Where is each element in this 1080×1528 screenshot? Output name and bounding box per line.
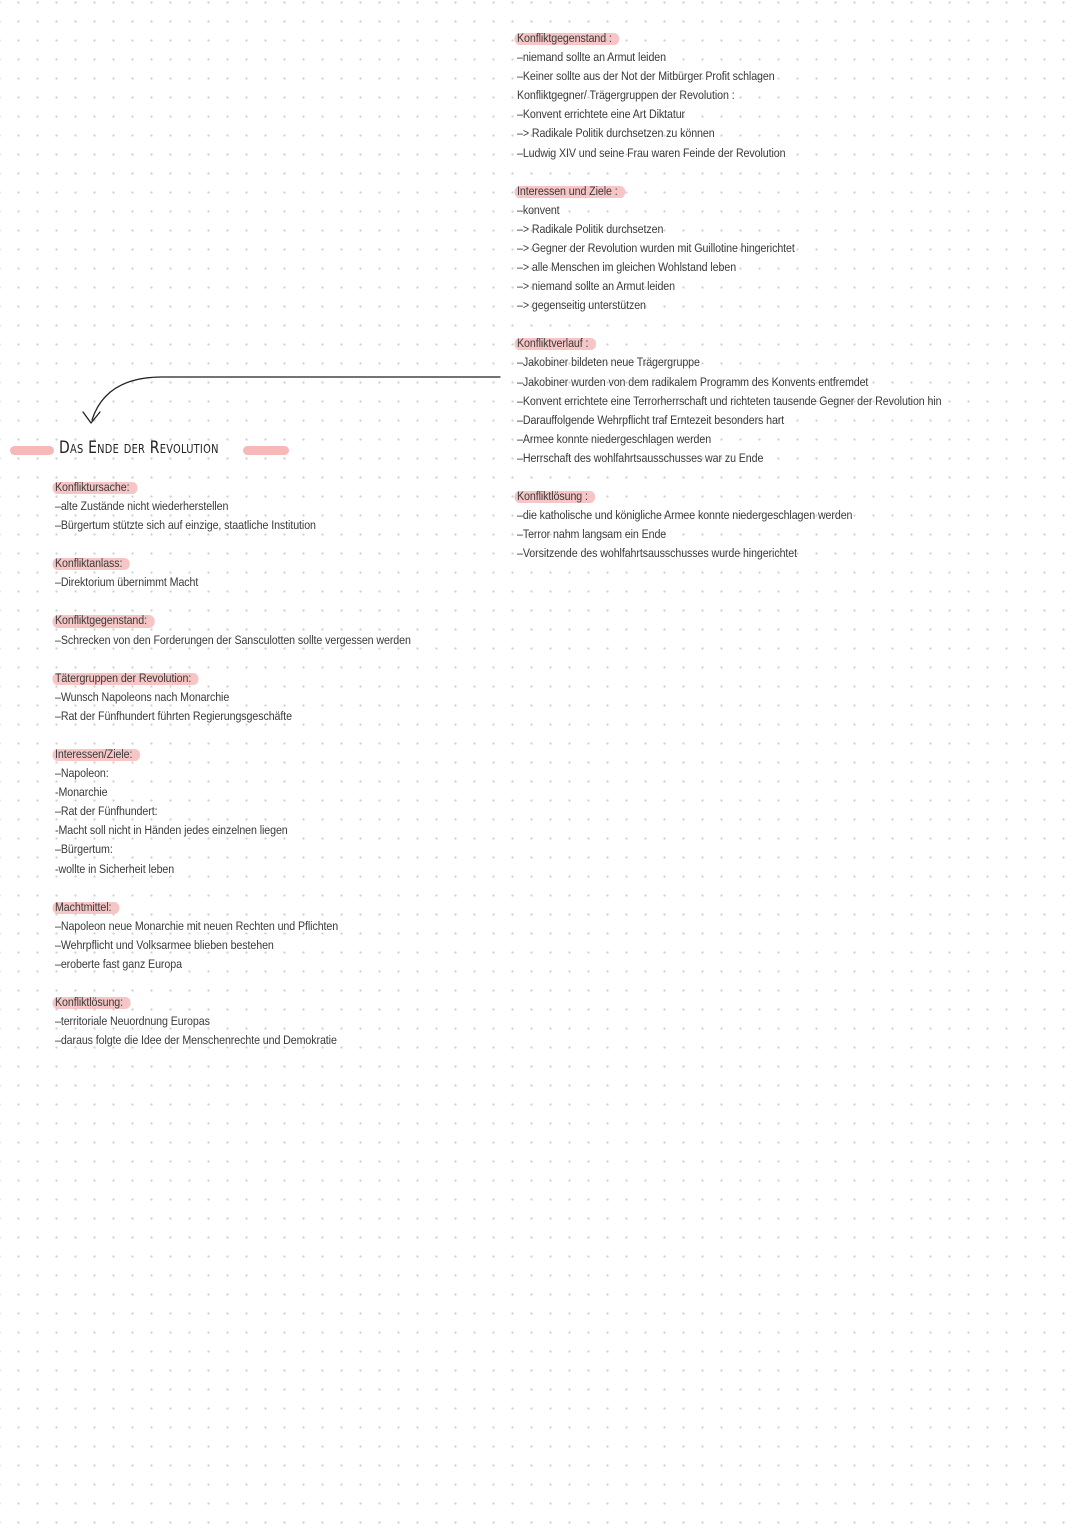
block-heading: Machtmittel: bbox=[55, 898, 111, 917]
note-line: -Monarchie bbox=[55, 785, 108, 800]
block-heading: Konfliktanlass: bbox=[55, 554, 122, 573]
section-title: Das Ende der Revolution bbox=[59, 438, 219, 458]
note-line: –alte Zustände nicht wiederherstellen bbox=[55, 499, 229, 514]
title-highlight-right bbox=[243, 446, 289, 455]
note-line: –territoriale Neuordnung Europas bbox=[55, 1014, 210, 1029]
note-line: –Keiner sollte aus der Not der Mitbürger Profit schlagen bbox=[517, 69, 775, 84]
note-line: –> niemand sollte an Armut leiden bbox=[517, 279, 675, 294]
note-block bbox=[55, 554, 485, 592]
note-line: –Konvent errichtete eine Art Diktatur bbox=[517, 107, 685, 122]
note-line: –Jakobiner wurden von dem radikalem Programm des Konvents entfremdet bbox=[517, 374, 869, 389]
note-block bbox=[55, 898, 485, 974]
note-line: –Terror nahm langsam ein Ende bbox=[517, 527, 667, 542]
note-line: –Ludwig XIV und seine Frau waren Feinde der Revolution bbox=[517, 145, 786, 160]
note-line: –Bürgertum: bbox=[55, 842, 113, 857]
note-line: –Jakobiner bildeten neue Trägergruppe bbox=[517, 355, 700, 370]
note-block bbox=[517, 334, 1057, 468]
note-line: –Bürgertum stützte sich auf einzige, staatliche Institution bbox=[55, 518, 316, 533]
block-heading: Konfliktlösung : bbox=[517, 487, 588, 506]
note-line: –eroberte fast ganz Europa bbox=[55, 956, 182, 971]
note-block bbox=[55, 745, 485, 879]
block-heading: Konfliktgegenstand: bbox=[55, 611, 147, 630]
block-heading: Interessen und Ziele : bbox=[517, 182, 618, 201]
note-block bbox=[55, 478, 485, 535]
note-line: –Napoleon neue Monarchie mit neuen Rechten und Pflichten bbox=[55, 918, 339, 933]
note-line: –> Gegner der Revolution wurden mit Guillotine hingerichtet bbox=[517, 240, 795, 255]
note-line: –> Radikale Politik durchsetzen zu können bbox=[517, 126, 715, 141]
block-heading: Tätergruppen der Revolution: bbox=[55, 669, 191, 688]
note-line: –Schrecken von den Forderungen der Sansculotten sollte vergessen werden bbox=[55, 632, 411, 647]
note-line: –Armee konnte niedergeschlagen werden bbox=[517, 431, 712, 446]
note-block bbox=[55, 669, 485, 726]
block-heading: Konfliktursache: bbox=[55, 478, 129, 497]
block-heading: Konfliktlösung: bbox=[55, 993, 123, 1012]
note-line: –Rat der Fünfhundert: bbox=[55, 804, 158, 819]
note-line: –Darauffolgende Wehrpflicht traf Erntezeit besonders hart bbox=[517, 412, 785, 427]
title-highlight-left bbox=[10, 446, 54, 455]
note-line: Konfliktgegner/ Trägergruppen der Revolution : bbox=[517, 88, 735, 103]
note-line: –Wunsch Napoleons nach Monarchie bbox=[55, 689, 230, 704]
note-line: –niemand sollte an Armut leiden bbox=[517, 50, 666, 65]
note-line: –> gegenseitig unterstützen bbox=[517, 298, 646, 313]
note-line: –daraus folgte die Idee der Menschenrechte und Demokratie bbox=[55, 1033, 337, 1048]
note-block bbox=[517, 29, 1057, 163]
block-heading: Interessen/Ziele: bbox=[55, 745, 132, 764]
note-line: –Rat der Fünfhundert führten Regierungsgeschäfte bbox=[55, 708, 292, 723]
note-line: –Vorsitzende des wohlfahrtsausschusses wurde hingerichtet bbox=[517, 546, 798, 561]
note-line: -Macht soll nicht in Händen jedes einzelnen liegen bbox=[55, 823, 288, 838]
note-line: -wollte in Sicherheit leben bbox=[55, 861, 175, 876]
note-block bbox=[55, 611, 485, 649]
note-line: –> Radikale Politik durchsetzen bbox=[517, 221, 664, 236]
note-line: –die katholische und königliche Armee konnte niedergeschlagen werden bbox=[517, 508, 853, 523]
note-block bbox=[517, 487, 1057, 563]
block-heading: Konfliktverlauf : bbox=[517, 334, 588, 353]
note-line: –Napoleon: bbox=[55, 766, 109, 781]
note-line: –konvent bbox=[517, 202, 560, 217]
note-line: –Konvent errichtete eine Terrorherrschaft und richteten tausende Gegner der Revolution hin bbox=[517, 393, 942, 408]
note-line: –Direktorium übernimmt Macht bbox=[55, 575, 199, 590]
right-column bbox=[517, 29, 1057, 582]
note-line: –> alle Menschen im gleichen Wohlstand leben bbox=[517, 260, 737, 275]
note-block bbox=[55, 993, 485, 1050]
note-line: –Wehrpflicht und Volksarmee blieben bestehen bbox=[55, 937, 274, 952]
note-block bbox=[517, 182, 1057, 316]
block-heading: Konfliktgegenstand : bbox=[517, 29, 612, 48]
left-column bbox=[55, 478, 485, 1069]
note-line: –Herrschaft des wohlfahrtsausschusses war zu Ende bbox=[517, 450, 764, 465]
